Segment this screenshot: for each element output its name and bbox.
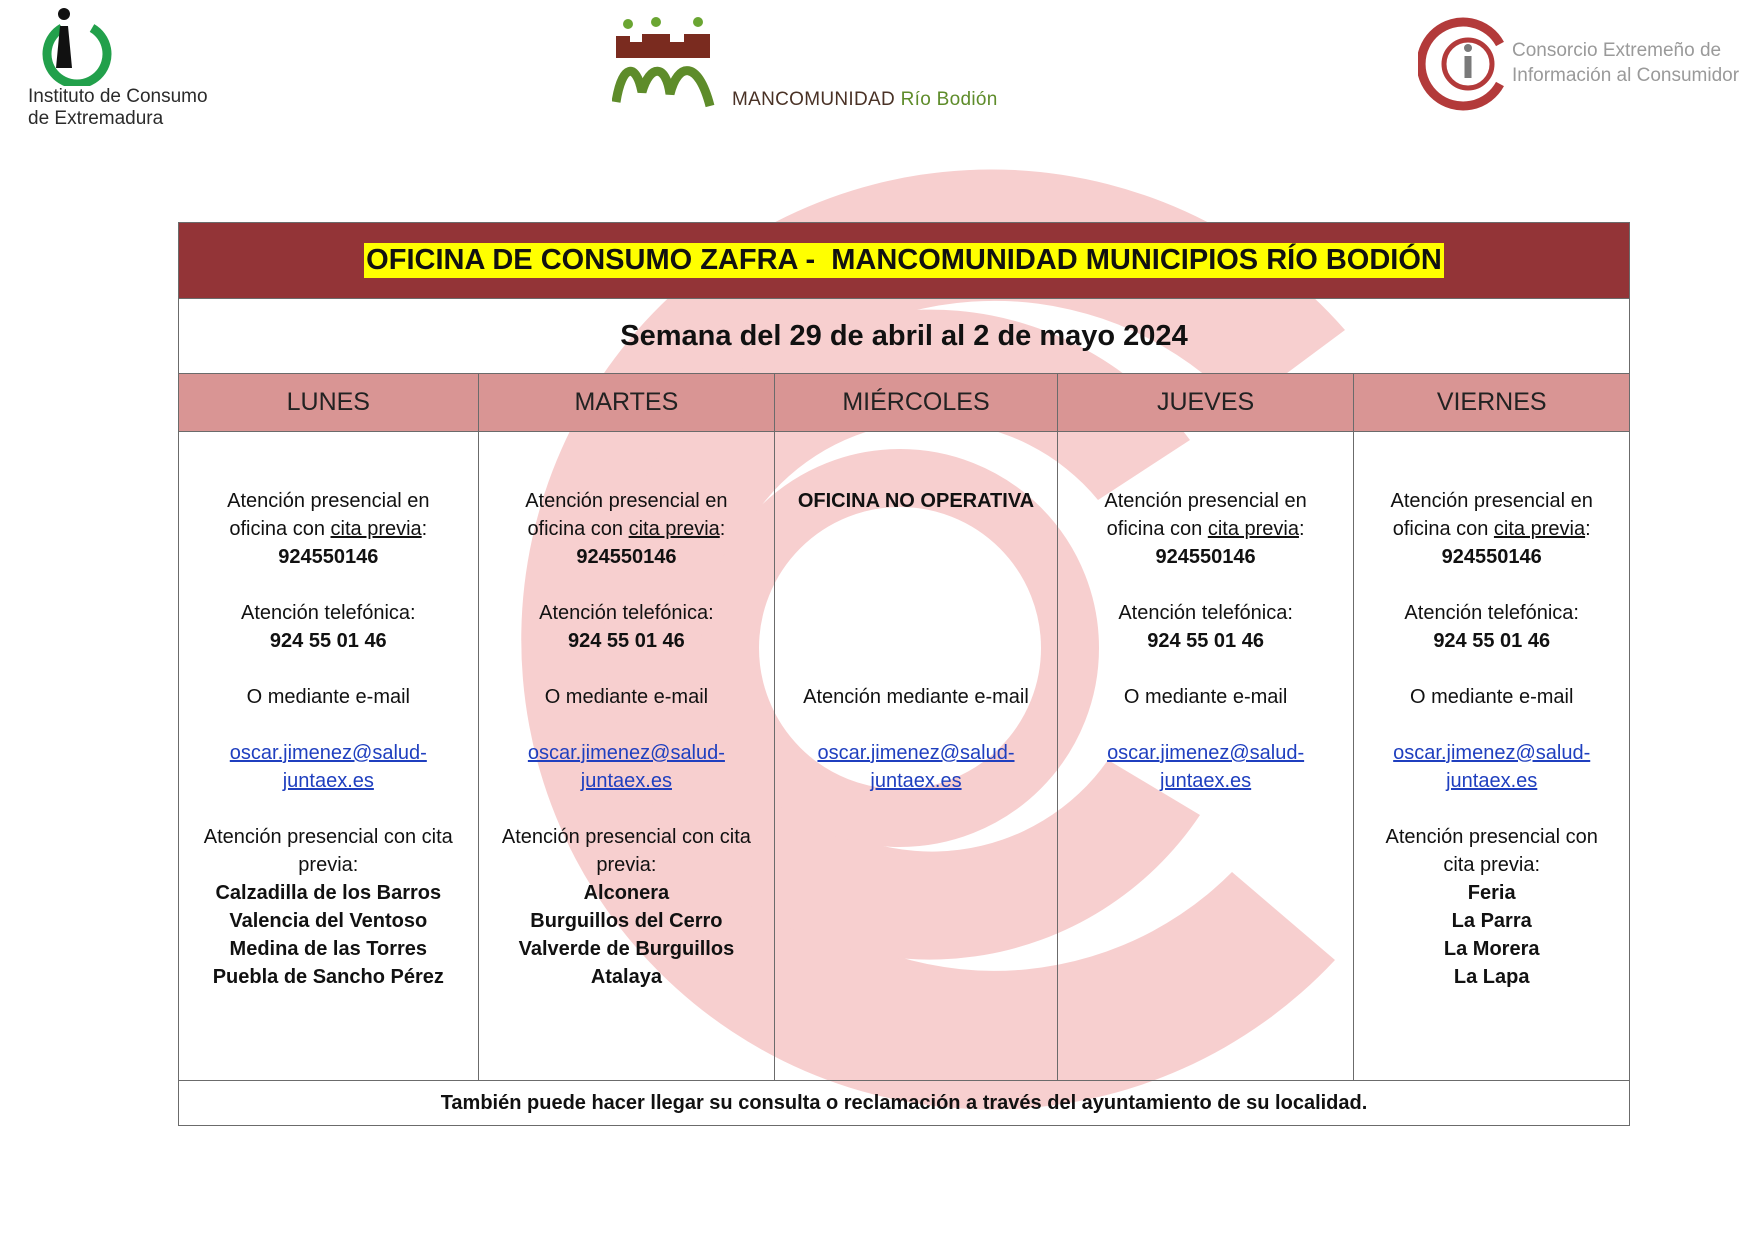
phone-cita: 924550146 bbox=[278, 546, 379, 568]
day-header-martes: MARTES bbox=[479, 374, 776, 431]
telefonica-label: Atención telefónica: bbox=[1404, 602, 1579, 624]
town-item: Valverde de Burguillos bbox=[518, 938, 735, 960]
column-miercoles bbox=[775, 432, 1058, 1080]
town-item: La Parra bbox=[1451, 910, 1532, 932]
day-header-jueves: JUEVES bbox=[1058, 374, 1355, 431]
column-lunes: Atención presencial en oficina con cita previa: 924550146 Atención telefónica: 924 55 01 46 O mediante e-mail oscar.jimenez@salud- juntaex.es Atención presencial con cita previa: Calzadilla de los Barros Valencia del Ventoso Medina de las Torres Puebla de Sancho Pérez bbox=[179, 432, 479, 1080]
phone-number: 924 55 01 46 bbox=[568, 630, 685, 652]
day-header-row bbox=[179, 374, 1629, 432]
consorcio-logo bbox=[1418, 14, 1748, 114]
town-item: Feria bbox=[1467, 882, 1516, 904]
town-item: Valencia del Ventoso bbox=[229, 910, 428, 932]
town-item: Alconera bbox=[583, 882, 670, 904]
presencial-cita-label: Atención presencial con cita previa: bbox=[501, 826, 751, 876]
presencial-text: Atención presencial en bbox=[1104, 490, 1307, 512]
email-link[interactable]: oscar.jimenez@salud- juntaex.es bbox=[1107, 742, 1305, 792]
phone-cita: 924550146 bbox=[1441, 546, 1542, 568]
town-item: Medina de las Torres bbox=[229, 938, 428, 960]
email-link[interactable]: oscar.jimenez@salud- juntaex.es bbox=[817, 742, 1015, 792]
schedule-table bbox=[178, 222, 1630, 1126]
town-item: Burguillos del Cerro bbox=[530, 910, 723, 932]
mancomunidad-emblem-icon bbox=[612, 14, 722, 114]
email-link[interactable]: oscar.jimenez@salud- juntaex.es bbox=[1393, 742, 1591, 792]
consorcio-logo-text: Consorcio Extremeño de Información al Consumidor bbox=[1512, 40, 1740, 86]
presencial-cita-label: Atención presencial con cita previa: bbox=[203, 826, 453, 876]
email-label: O mediante e-mail bbox=[246, 686, 410, 708]
phone-cita: 924550146 bbox=[576, 546, 677, 568]
day-header-lunes: LUNES bbox=[179, 374, 479, 431]
presencial-text: Atención presencial en bbox=[227, 490, 430, 512]
email-label: O mediante e-mail bbox=[1410, 686, 1574, 708]
day-header-viernes: VIERNES bbox=[1354, 374, 1629, 431]
email-link[interactable]: oscar.jimenez@salud- juntaex.es bbox=[229, 742, 427, 792]
telefonica-label: Atención telefónica: bbox=[1118, 602, 1293, 624]
office-closed-status: OFICINA NO OPERATIVA bbox=[797, 490, 1035, 512]
column-viernes: Atención presencial en oficina con cita previa: 924550146 Atención telefónica: 924 55 01 46 O mediante e-mail oscar.jimenez@salud- juntaex.es Atención presencial con cita previa: Feria La Parra La Morera La Lapa bbox=[1354, 432, 1629, 1080]
town-item: Calzadilla de los Barros bbox=[215, 882, 442, 904]
footer-note: También puede hacer llegar su consulta o reclamación a través del ayuntamiento de su localidad. bbox=[440, 1091, 1368, 1114]
consorcio-emblem-icon bbox=[1418, 14, 1518, 114]
email-label: O mediante e-mail bbox=[544, 686, 709, 708]
telefonica-label: Atención telefónica: bbox=[241, 602, 416, 624]
column-jueves: Atención presencial en oficina con cita previa: 924550146 Atención telefónica: 924 55 01 46 O mediante e-mail oscar.jimenez@salud- juntaex.es bbox=[1058, 432, 1355, 1080]
email-link[interactable]: oscar.jimenez@salud- juntaex.es bbox=[527, 742, 725, 792]
ice-emblem-icon bbox=[26, 6, 116, 86]
phone-cita: 924550146 bbox=[1155, 546, 1256, 568]
email-label: O mediante e-mail bbox=[1123, 686, 1288, 708]
email-label: Atención mediante e-mail bbox=[803, 686, 1029, 708]
telefonica-label: Atención telefónica: bbox=[539, 602, 714, 624]
presencial-text: Atención presencial en bbox=[1390, 490, 1593, 512]
title-row bbox=[179, 223, 1629, 299]
phone-number: 924 55 01 46 bbox=[269, 630, 387, 652]
presencial-cita-label: Atención presencial con cita previa: bbox=[1385, 826, 1598, 876]
town-item: Atalaya bbox=[590, 966, 662, 988]
presencial-text: Atención presencial en bbox=[525, 490, 728, 512]
town-item: La Lapa bbox=[1453, 966, 1530, 988]
day-header-miercoles: MIÉRCOLES bbox=[775, 374, 1058, 431]
phone-number: 924 55 01 46 bbox=[1147, 630, 1264, 652]
mancomunidad-logo-text: MANCOMUNIDAD Río Bodión bbox=[732, 89, 998, 110]
week-heading: Semana del 29 de abril al 2 de mayo 2024 bbox=[179, 299, 1629, 374]
column-martes: Atención presencial en oficina con cita previa: 924550146 Atención telefónica: 924 55 01 46 O mediante e-mail oscar.jimenez@salud- juntaex.es Atención presencial con cita previa: Alconera Burguillos del Cerro Valverde de Burguillos Atalaya bbox=[479, 432, 776, 1080]
mancomunidad-logo bbox=[612, 14, 998, 114]
town-item: Puebla de Sancho Pérez bbox=[212, 966, 444, 988]
ice-logo-text: Instituto de Consumo de Extremadura bbox=[28, 86, 208, 129]
phone-number: 924 55 01 46 bbox=[1433, 630, 1551, 652]
schedule-columns bbox=[179, 432, 1629, 1081]
office-title: OFICINA DE CONSUMO ZAFRA - MANCOMUNIDAD MUNICIPIOS RÍO BODIÓN bbox=[366, 244, 1442, 276]
instituto-consumo-logo bbox=[26, 6, 246, 136]
town-item: La Morera bbox=[1443, 938, 1540, 960]
